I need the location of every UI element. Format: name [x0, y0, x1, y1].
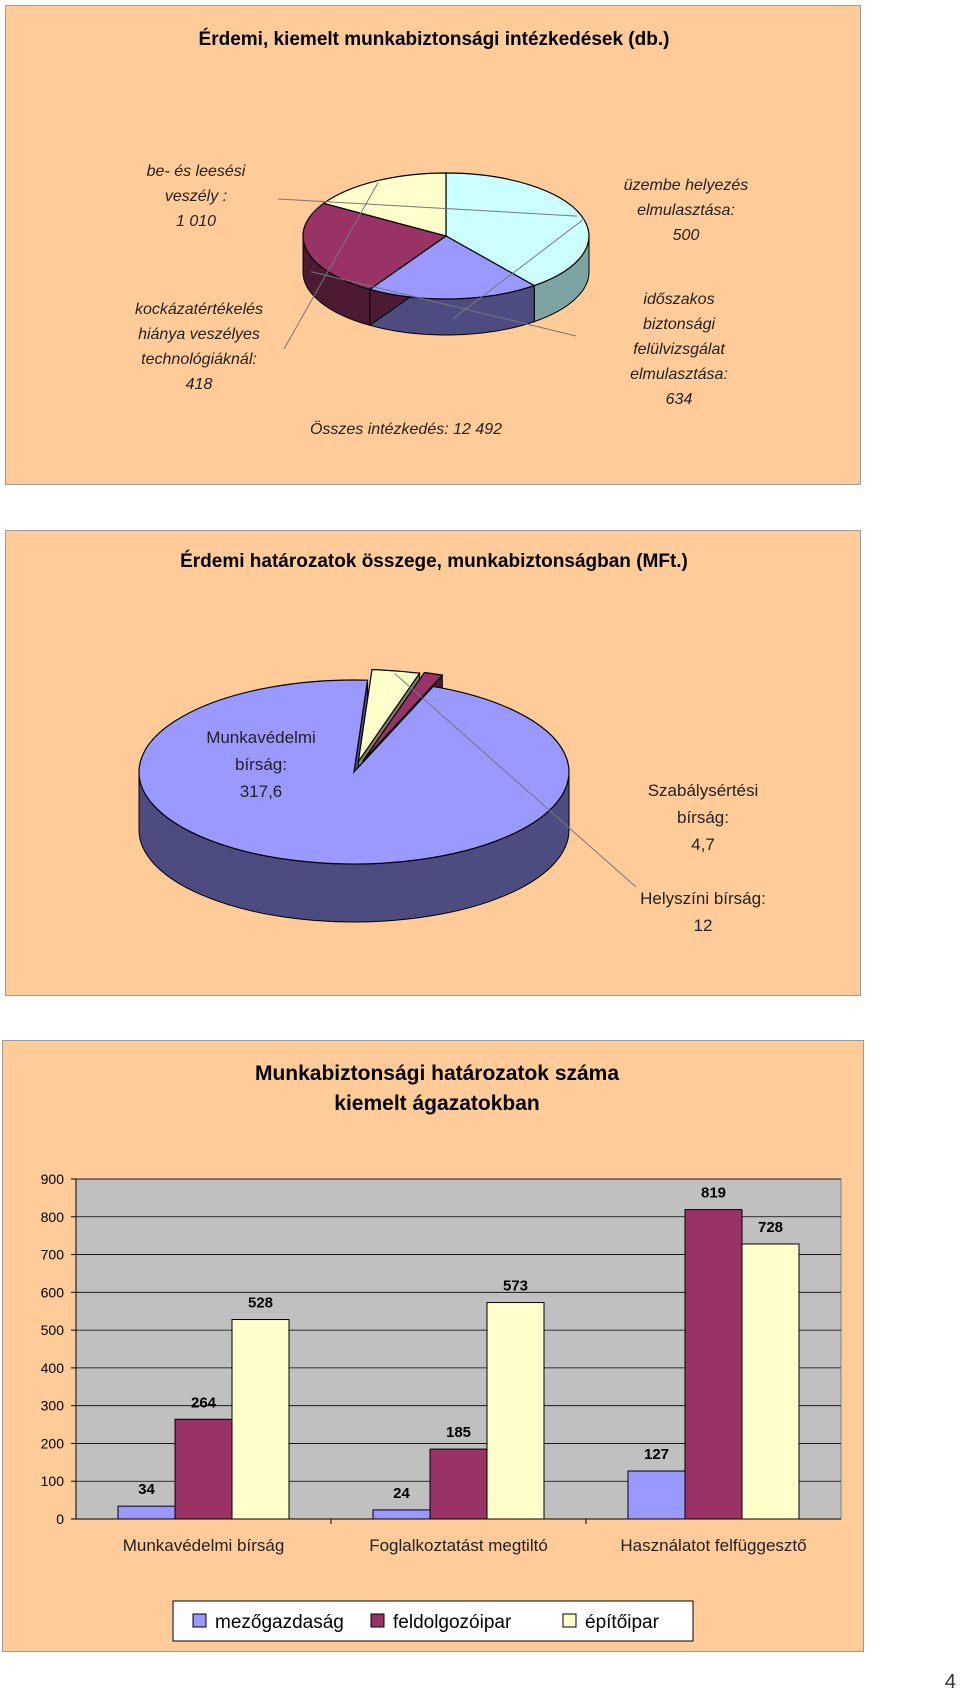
data-label: 127	[643, 1446, 670, 1464]
slice-label-0-line: Munkavédelmi	[206, 728, 316, 747]
data-label: 264	[190, 1394, 217, 1412]
x-tick-label: Használatot felfüggesztő	[620, 1536, 807, 1555]
legend	[173, 1601, 693, 1641]
slice-label-0-line: bírság:	[235, 755, 287, 774]
bar-0-2	[232, 1320, 289, 1519]
slice-label-3	[135, 301, 263, 393]
slice-label-2-line: biztonsági	[642, 316, 716, 333]
slice-label-1-line: üzembe helyezés	[623, 177, 749, 194]
slice-label-2-line: elmulasztása:	[630, 366, 728, 383]
slice-label-0	[147, 163, 246, 230]
data-label: 528	[247, 1294, 274, 1312]
y-tick-label: 500	[40, 1322, 64, 1339]
bar-1-1	[430, 1449, 487, 1519]
y-tick-label: 100	[40, 1473, 64, 1490]
data-label: 185	[445, 1424, 472, 1442]
slice-label-0-line: be- és leesési	[146, 163, 246, 180]
slice-label-3-line: technológiáknál:	[141, 351, 257, 368]
y-tick-label: 200	[40, 1435, 64, 1452]
bar-chart	[3, 1041, 865, 1653]
slice-label-1	[640, 889, 766, 935]
slice-label-2-line: felülvizsgálat	[633, 341, 725, 358]
bar-0-1	[175, 1419, 232, 1519]
x-tick-label: Munkavédelmi bírság	[122, 1536, 285, 1555]
slice-label-2-line: Szabálysértési	[647, 781, 759, 800]
slice-label-3-line: hiánya veszélyes	[138, 326, 260, 343]
bar-2-0	[628, 1471, 685, 1519]
slice-label-1-line: elmulasztása:	[637, 202, 735, 219]
bar-1-0	[373, 1510, 430, 1519]
y-tick-label: 400	[40, 1359, 64, 1376]
slice-label-1	[624, 177, 749, 244]
bar-1-2	[487, 1303, 544, 1519]
pie1-chart	[6, 6, 862, 486]
slice-label-2-line: időszakos	[643, 291, 715, 308]
data-label: 34	[138, 1481, 155, 1499]
legend-swatch-0	[193, 1614, 206, 1627]
bar-panel	[2, 1040, 864, 1652]
slice-label-1-line: 500	[672, 227, 700, 244]
slice-label-2-line: 4,7	[691, 835, 715, 854]
data-label: 573	[502, 1277, 529, 1295]
slice-label-0-line: 1 010	[175, 213, 217, 230]
page-number: 4	[944, 1671, 956, 1693]
data-label: 24	[393, 1484, 410, 1502]
legend-label-0: mezőgazdaság	[215, 1612, 344, 1633]
y-tick-label: 800	[40, 1208, 64, 1225]
chart-title: Érdemi határozatok összege, munkabiztonságban (MFt.)	[180, 551, 688, 572]
bar-2-1	[685, 1210, 742, 1519]
y-tick-label: 0	[56, 1511, 64, 1527]
total-annotation: Összes intézkedés: 12 492	[309, 421, 503, 438]
slice-label-2-line: bírság:	[677, 808, 729, 827]
pie2-chart	[6, 531, 862, 997]
y-tick-label: 900	[40, 1171, 64, 1187]
slice-label-3-line: 418	[185, 376, 213, 393]
chart-title: Érdemi, kiemelt munkabiztonsági intézkedések (db.)	[198, 29, 670, 50]
pie1-panel	[5, 5, 861, 485]
bar-2-2	[742, 1244, 799, 1519]
x-tick-label: Foglalkoztatást megtiltó	[369, 1536, 548, 1555]
chart-title-line: Munkabiztonsági határozatok száma	[254, 1062, 620, 1085]
slice-label-3-line: kockázatértékelés	[134, 301, 264, 318]
y-tick-label: 300	[40, 1397, 64, 1414]
legend-label-1: feldolgozóipar	[393, 1612, 512, 1633]
pie-tops	[139, 670, 569, 864]
slice-label-1-line: Helyszíni bírság:	[640, 889, 766, 908]
data-label: 728	[757, 1218, 784, 1236]
slice-label-0-line: veszély :	[164, 188, 228, 205]
slice-label-2	[630, 291, 728, 408]
legend-swatch-2	[563, 1614, 576, 1627]
chart-title	[255, 1062, 619, 1115]
legend-swatch-1	[371, 1614, 384, 1627]
data-label: 819	[700, 1184, 727, 1202]
y-tick-label: 600	[40, 1284, 64, 1301]
bar-0-0	[118, 1506, 175, 1519]
pie2-panel	[5, 530, 861, 996]
slice-label-2-line: 634	[665, 391, 693, 408]
slice-label-2	[648, 781, 759, 854]
chart-title-line: kiemelt ágazatokban	[334, 1092, 540, 1115]
y-tick-label: 700	[40, 1246, 64, 1263]
legend-label-2: építőipar	[585, 1612, 659, 1633]
slice-label-0-line: 317,6	[239, 782, 283, 801]
slice-label-1-line: 12	[693, 916, 713, 935]
pie-slice-0	[139, 680, 569, 864]
